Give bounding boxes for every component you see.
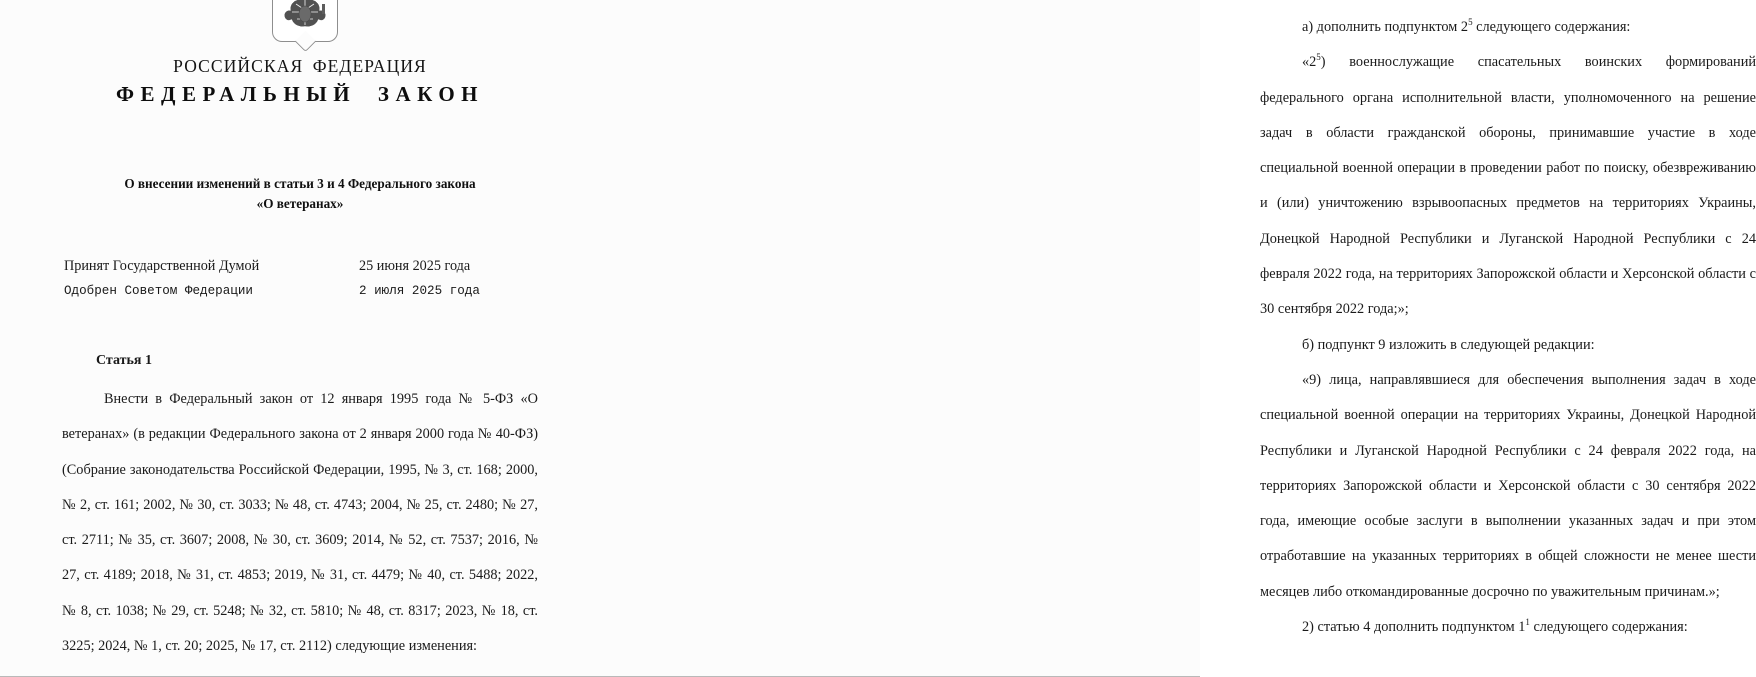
double-headed-eagle-icon: [278, 0, 332, 30]
paragraph: 2) статью 4 дополнить подпунктом $1^1$ следующего содержания:: [1302, 617, 1688, 636]
right-page-body: [1260, 10, 1756, 645]
page-sheet-left: [0, 0, 600, 677]
article-heading: Статья 1: [96, 353, 152, 368]
adoption-label-federation-council: Одобрен Советом Федерации: [64, 284, 253, 298]
adoption-date-federation-council: 2 июля 2025 года: [359, 284, 480, 298]
page-title: [70, 174, 530, 214]
left-page-body: [62, 382, 538, 664]
paragraph: б) подпункт 9 изложить в следующей редакции:: [1302, 336, 1595, 353]
country-line: РОССИЙСКАЯ ФЕДЕРАЦИЯ: [173, 56, 427, 76]
document-type-heading: ФЕДЕРАЛЬНЫЙ ЗАКОН: [116, 82, 484, 106]
doc-title-line-2: «О ветеранах»: [256, 196, 344, 211]
coat-of-arms-emblem: [272, 0, 338, 42]
adoption-date-duma: 25 июня 2025 года: [359, 258, 471, 274]
paragraph: «9) лица, направлявшиеся для обеспечения выполнения задач в ходе специальной военной операции на территориях Украины, Донецкой Народной Республики и Луганской Народной Республики с 24 февраля 2022 года, на территориях Запорожской области и Херсонской области с 30 сентября 2022 года, имеющие особые заслуги в выполнении указанных задач и при этом отработавшие на указанных территориях в общей сложности не менее шести месяцев либо откомандированные досрочно по уважительным причинам.»;: [1260, 371, 1756, 600]
superscript-number: 5: [1468, 17, 1473, 28]
superscript-number: 5: [1316, 52, 1321, 63]
superscript-number: 1: [1525, 617, 1530, 628]
page-sheet-right: [600, 0, 1756, 677]
paragraph: Внести в Федеральный закон от 12 января 1995 года № 5-ФЗ «О ветеранах» (в редакции Федерального закона от 2 января 2000 года № 40-ФЗ) (Собрание законодательства Российской Федерации, 1995, № 3, ст. 168; 2000, № 2, ст. 161; 2002, № 30, ст. 3033; № 48, ст. 4743; 2004, № 25, ст. 2480; № 27, ст. 2711; № 35, ст. 3607; 2008, № 30, ст. 3609; 2014, № 52, ст. 7537; 2016, № 27, ст. 4189; 2018, № 31, ст. 4853; 2019, № 31, ст. 4479; № 40, ст. 5488; 2022, № 8, ст. 1038; № 29, ст. 5248; № 32, ст. 5810; № 48, ст. 8317; 2023, № 18, ст. 3225; 2024, № 1, ст. 20; 2025, № 17, ст. 2112) следующие изменения:: [62, 391, 538, 655]
doc-title-line-1: О внесении изменений в статьи 3 и 4 Федерального закона: [124, 176, 476, 191]
adoption-label-duma: Принят Государственной Думой: [64, 258, 260, 274]
paragraph: а) дополнить подпунктом $2^5$ следующего содержания:: [1302, 17, 1631, 35]
paragraph: «$2^5$) военнослужащие спасательных воинских формирований федерального органа исполнительной власти, уполномоченного на решение задач в области гражданской обороны, принимавшие участие в ходе специальной военной операции в проведении работ по поиску, обезвреживанию и (или) уничтожению взрывоопасных предметов на территориях Украины, Донецкой Народной Республики и Луганской Народной Республики с 24 февраля 2022 года, на территориях Запорожской области и Херсонской области с 30 сентября 2022 года;»;: [1260, 52, 1756, 318]
